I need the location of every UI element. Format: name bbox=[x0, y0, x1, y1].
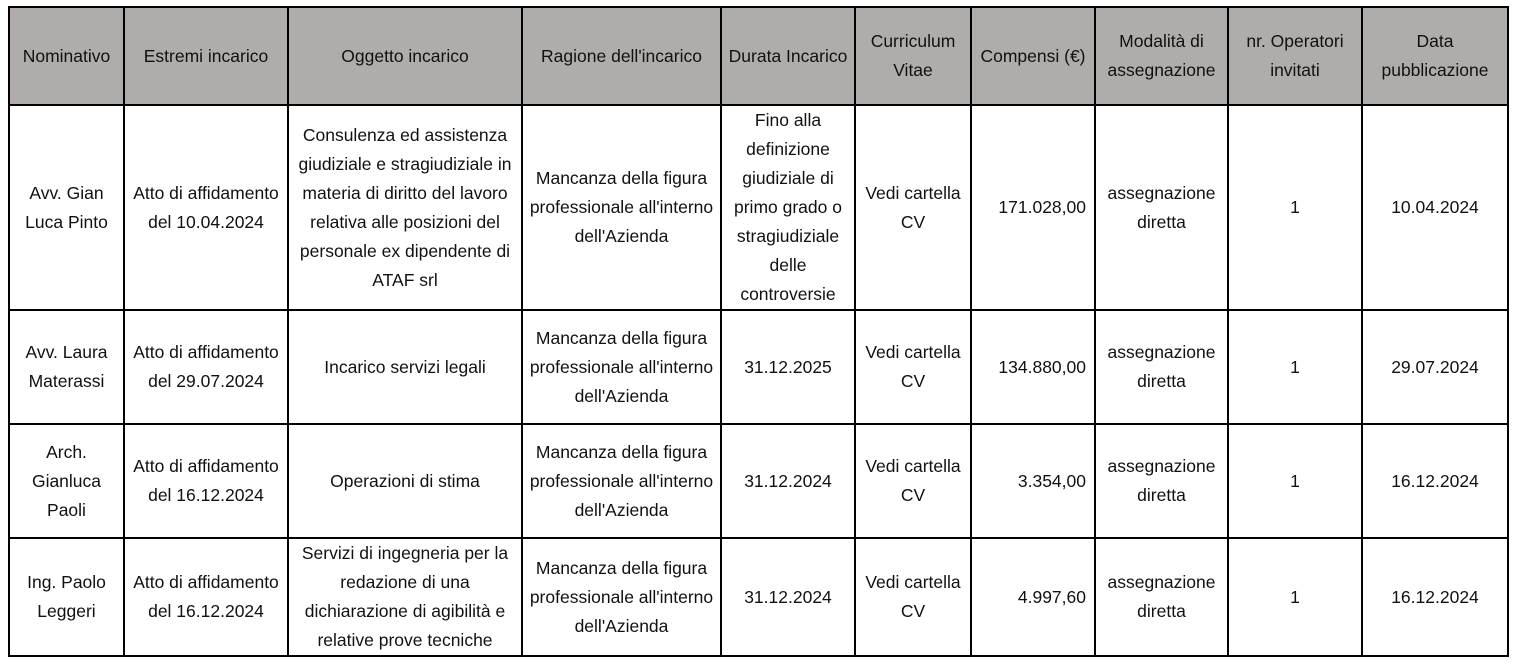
header-ragione-incarico: Ragione dell'incarico bbox=[522, 7, 721, 105]
cell-estremi: Atto di affidamento del 16.12.2024 bbox=[124, 538, 288, 656]
cell-durata: 31.12.2025 bbox=[721, 310, 855, 424]
cell-cv: Vedi cartella CV bbox=[855, 538, 971, 656]
cell-operatori: 1 bbox=[1228, 538, 1362, 656]
cell-oggetto: Operazioni di stima bbox=[288, 424, 522, 538]
header-operatori-invitati: nr. Operatori invitati bbox=[1228, 7, 1362, 105]
cell-durata: 31.12.2024 bbox=[721, 538, 855, 656]
cell-ragione: Mancanza della figura professionale all'interno dell'Azienda bbox=[522, 424, 721, 538]
cell-nominativo: Avv. Gian Luca Pinto bbox=[9, 105, 124, 310]
cell-oggetto: Servizi di ingegneria per la redazione di una dichiarazione di agibilità e relative prove tecniche bbox=[288, 538, 522, 656]
cell-estremi: Atto di affidamento del 16.12.2024 bbox=[124, 424, 288, 538]
table-row bbox=[9, 424, 1508, 538]
cell-oggetto: Incarico servizi legali bbox=[288, 310, 522, 424]
cell-data: 16.12.2024 bbox=[1362, 424, 1508, 538]
cell-modalita: assegnazione diretta bbox=[1095, 105, 1228, 310]
cell-nominativo: Ing. Paolo Leggeri bbox=[9, 538, 124, 656]
cell-data: 10.04.2024 bbox=[1362, 105, 1508, 310]
header-durata-incarico: Durata Incarico bbox=[721, 7, 855, 105]
cell-nominativo: Avv. Laura Materassi bbox=[9, 310, 124, 424]
header-modalita-assegnazione: Modalità di assegnazione bbox=[1095, 7, 1228, 105]
cell-cv: Vedi cartella CV bbox=[855, 424, 971, 538]
cell-ragione: Mancanza della figura professionale all'interno dell'Azienda bbox=[522, 105, 721, 310]
cell-modalita: assegnazione diretta bbox=[1095, 538, 1228, 656]
cell-estremi: Atto di affidamento del 29.07.2024 bbox=[124, 310, 288, 424]
cell-compensi: 3.354,00 bbox=[971, 424, 1095, 538]
cell-compensi: 4.997,60 bbox=[971, 538, 1095, 656]
cell-operatori: 1 bbox=[1228, 105, 1362, 310]
cell-operatori: 1 bbox=[1228, 424, 1362, 538]
header-compensi: Compensi (€) bbox=[971, 7, 1095, 105]
header-curriculum-vitae: Curriculum Vitae bbox=[855, 7, 971, 105]
header-estremi-incarico: Estremi incarico bbox=[124, 7, 288, 105]
cell-data: 16.12.2024 bbox=[1362, 538, 1508, 656]
cell-modalita: assegnazione diretta bbox=[1095, 424, 1228, 538]
header-nominativo: Nominativo bbox=[9, 7, 124, 105]
cell-modalita: assegnazione diretta bbox=[1095, 310, 1228, 424]
header-oggetto-incarico: Oggetto incarico bbox=[288, 7, 522, 105]
cell-compensi: 134.880,00 bbox=[971, 310, 1095, 424]
header-data-pubblicazione: Data pubblicazione bbox=[1362, 7, 1508, 105]
cell-operatori: 1 bbox=[1228, 310, 1362, 424]
cell-data: 29.07.2024 bbox=[1362, 310, 1508, 424]
cell-ragione: Mancanza della figura professionale all'interno dell'Azienda bbox=[522, 310, 721, 424]
incarichi-table bbox=[8, 6, 1509, 657]
cell-durata: Fino alla definizione giudiziale di primo grado o stragiudiziale delle controversie bbox=[721, 105, 855, 310]
cell-nominativo: Arch. Gianluca Paoli bbox=[9, 424, 124, 538]
cell-compensi: 171.028,00 bbox=[971, 105, 1095, 310]
table-row bbox=[9, 105, 1508, 310]
cell-cv: Vedi cartella CV bbox=[855, 105, 971, 310]
cell-durata: 31.12.2024 bbox=[721, 424, 855, 538]
header-row bbox=[9, 7, 1508, 105]
cell-oggetto: Consulenza ed assistenza giudiziale e stragiudiziale in materia di diritto del lavoro relativa alle posizioni del personale ex dipendente di ATAF srl bbox=[288, 105, 522, 310]
cell-estremi: Atto di affidamento del 10.04.2024 bbox=[124, 105, 288, 310]
table-row bbox=[9, 310, 1508, 424]
table-row bbox=[9, 538, 1508, 656]
cell-ragione: Mancanza della figura professionale all'interno dell'Azienda bbox=[522, 538, 721, 656]
cell-cv: Vedi cartella CV bbox=[855, 310, 971, 424]
